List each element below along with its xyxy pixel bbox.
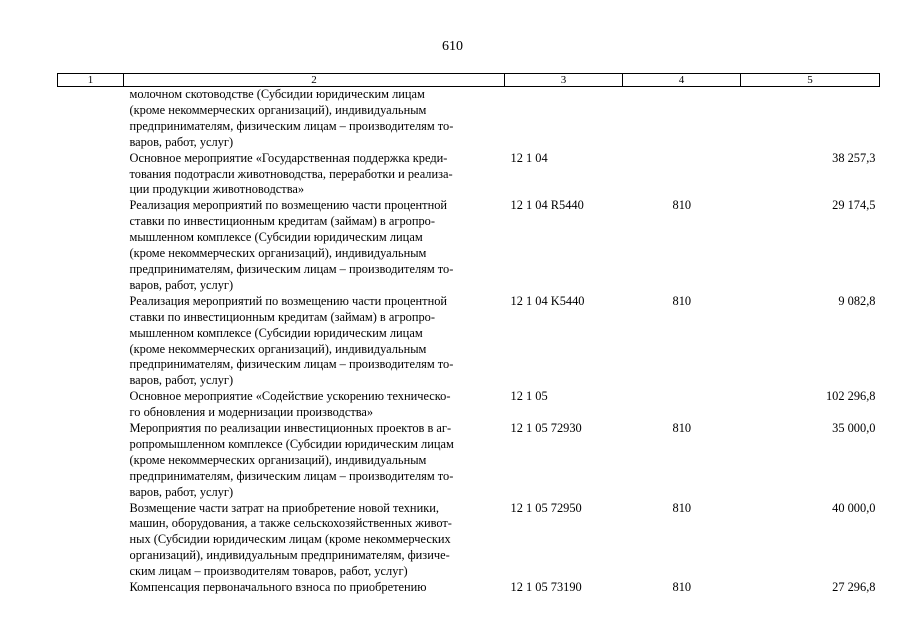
- amount-cell: 29 174,5: [832, 198, 876, 213]
- table-row: [58, 501, 880, 581]
- row-number-cell: [58, 421, 124, 501]
- table-row: [58, 580, 880, 596]
- item-name-cell: Возмещение части затрат на приобретение новой техники, машин, оборудования, а также сельскохозяйственных живот- ных (Субсидии юридическим лицам (кроме некоммерческих организаций), индивидуальным предпринимателям, физиче- ским лицам – производителям товаров, работ, услуг): [129, 500, 452, 579]
- amount-cell: 9 082,8: [838, 293, 876, 308]
- target-code-cell: 12 1 04: [510, 150, 548, 165]
- item-name-cell: Основное мероприятие «Содействие ускорению техническо- го обновления и модернизации производства»: [129, 389, 451, 420]
- column-number-row: [58, 74, 880, 87]
- column-header-5: 5: [741, 74, 880, 87]
- table-row: [58, 151, 880, 199]
- table-row: [58, 389, 880, 421]
- expense-type-cell: [623, 87, 741, 151]
- row-number-cell: [58, 87, 124, 151]
- item-name-cell: молочном скотоводстве (Субсидии юридическим лицам (кроме некоммерческих организаций), индивидуальным предпринимателям, физическим лицам – производителям то- варов, работ, услуг): [129, 87, 454, 149]
- column-header-1: 1: [58, 74, 124, 87]
- amount-cell: 35 000,0: [832, 421, 876, 436]
- amount-cell: 40 000,0: [832, 500, 876, 515]
- page-number: 610: [442, 39, 463, 54]
- item-name-cell: Реализация мероприятий по возмещению части процентной ставки по инвестиционным кредитам (займам) в агропро- мышленном комплексе (Субсидии юридическим лицам (кроме некоммерческих организаций), индивидуальным предпринимателям, физическим лицам – производителям то- варов, работ, услуг): [129, 198, 454, 292]
- target-code-cell: 12 1 04 K5440: [510, 293, 585, 308]
- target-code-cell: [505, 87, 623, 151]
- amount-cell: 102 296,8: [825, 389, 876, 404]
- table-body: [58, 87, 880, 597]
- expense-type-cell: 810: [672, 293, 692, 308]
- target-code-cell: 12 1 05: [510, 389, 548, 404]
- expense-type-cell: 810: [672, 580, 692, 595]
- target-code-cell: 12 1 05 72930: [510, 421, 582, 436]
- expense-type-cell: 810: [672, 421, 692, 436]
- row-number-cell: [58, 151, 124, 199]
- expense-type-cell: 810: [672, 198, 692, 213]
- expense-type-cell: 810: [672, 500, 692, 515]
- table-row: [58, 421, 880, 501]
- column-header-2: 2: [124, 74, 505, 87]
- table-row: [58, 198, 880, 293]
- item-name-cell: Основное мероприятие «Государственная поддержка креди- тования подотрасли животноводства, переработки и реализа- ции продукции животноводства»: [129, 150, 453, 197]
- expense-type-cell: [623, 389, 741, 421]
- target-code-cell: 12 1 04 R5440: [510, 198, 584, 213]
- row-number-cell: [58, 389, 124, 421]
- row-number-cell: [58, 501, 124, 581]
- item-name-cell: Реализация мероприятий по возмещению части процентной ставки по инвестиционным кредитам (займам) в агропро- мышленном комплексе (Субсидии юридическим лицам (кроме некоммерческих организаций), индивидуальным предпринимателям, физическим лицам – производителям то- варов, работ, услуг): [129, 293, 454, 388]
- item-name-cell: Мероприятия по реализации инвестиционных проектов в аг- ропромышленном комплексе (Субсидии юридическим лицам (кроме некоммерческих организаций), индивидуальным предпринимателям, физическим лицам – производителям то- варов, работ, услуг): [129, 421, 454, 499]
- row-number-cell: [58, 580, 124, 596]
- row-number-cell: [58, 198, 124, 293]
- expense-type-cell: [623, 151, 741, 199]
- target-code-cell: 12 1 05 73190: [510, 580, 582, 595]
- target-code-cell: 12 1 05 72950: [510, 500, 582, 515]
- row-number-cell: [58, 294, 124, 389]
- amount-cell: 38 257,3: [832, 150, 876, 165]
- column-header-4: 4: [623, 74, 741, 87]
- budget-table: [57, 73, 880, 596]
- item-name-cell: Компенсация первоначального взноса по приобретению: [129, 580, 427, 595]
- amount-cell: 27 296,8: [832, 580, 876, 595]
- column-header-3: 3: [505, 74, 623, 87]
- table-row: [58, 294, 880, 389]
- amount-cell: [741, 87, 880, 151]
- table-row: [58, 87, 880, 151]
